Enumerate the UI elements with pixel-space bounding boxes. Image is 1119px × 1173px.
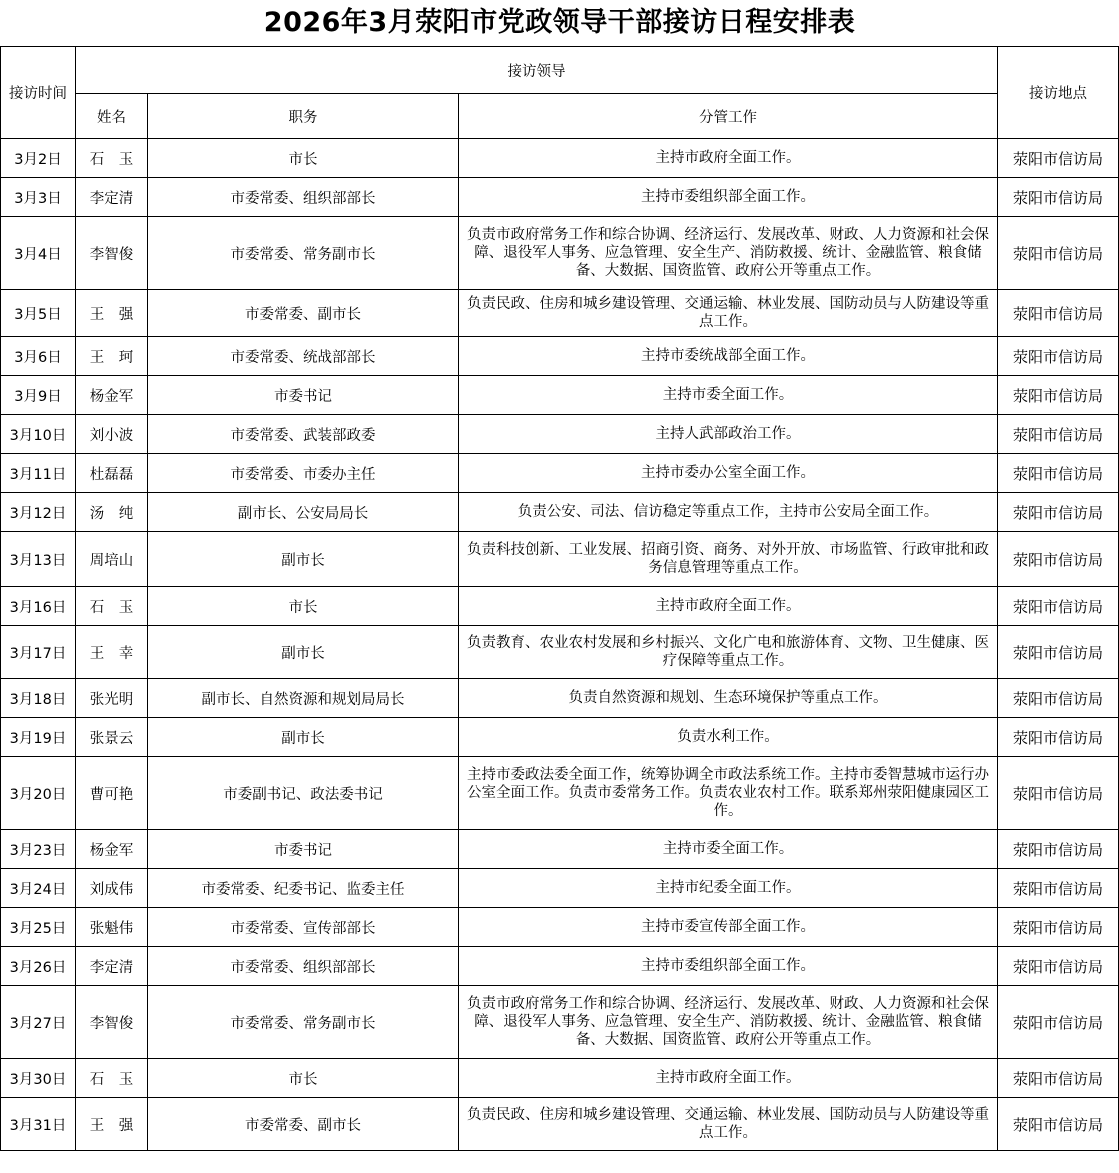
cell-duty: 主持市政府全面工作。 bbox=[459, 139, 998, 178]
cell-position: 副市长 bbox=[148, 532, 459, 587]
cell-date: 3月19日 bbox=[1, 718, 76, 757]
cell-date: 3月27日 bbox=[1, 986, 76, 1059]
cell-duty: 负责科技创新、工业发展、招商引资、商务、对外开放、市场监管、行政审批和政务信息管理等重点工作。 bbox=[459, 532, 998, 587]
cell-date: 3月10日 bbox=[1, 415, 76, 454]
cell-date: 3月5日 bbox=[1, 290, 76, 337]
cell-date: 3月25日 bbox=[1, 908, 76, 947]
cell-duty: 负责公安、司法、信访稳定等重点工作，主持市公安局全面工作。 bbox=[459, 493, 998, 532]
header-place: 接访地点 bbox=[998, 47, 1119, 139]
cell-name: 王 珂 bbox=[76, 337, 148, 376]
cell-place: 荥阳市信访局 bbox=[998, 757, 1119, 830]
cell-place: 荥阳市信访局 bbox=[998, 337, 1119, 376]
cell-date: 3月6日 bbox=[1, 337, 76, 376]
header-time: 接访时间 bbox=[1, 47, 76, 139]
cell-date: 3月9日 bbox=[1, 376, 76, 415]
cell-name: 杜磊磊 bbox=[76, 454, 148, 493]
table-row bbox=[1, 139, 1119, 178]
cell-name: 刘成伟 bbox=[76, 869, 148, 908]
cell-place: 荥阳市信访局 bbox=[998, 718, 1119, 757]
cell-name: 张魁伟 bbox=[76, 908, 148, 947]
cell-place: 荥阳市信访局 bbox=[998, 869, 1119, 908]
cell-duty: 主持市委全面工作。 bbox=[459, 376, 998, 415]
cell-name: 李智俊 bbox=[76, 986, 148, 1059]
cell-name: 杨金军 bbox=[76, 376, 148, 415]
cell-position: 副市长 bbox=[148, 718, 459, 757]
cell-position: 市委书记 bbox=[148, 830, 459, 869]
cell-duty: 负责教育、农业农村发展和乡村振兴、文化广电和旅游体育、文物、卫生健康、医疗保障等重点工作。 bbox=[459, 626, 998, 679]
table-row bbox=[1, 376, 1119, 415]
cell-date: 3月26日 bbox=[1, 947, 76, 986]
cell-position: 市委常委、统战部部长 bbox=[148, 337, 459, 376]
cell-position: 市委常委、市委办主任 bbox=[148, 454, 459, 493]
cell-date: 3月23日 bbox=[1, 830, 76, 869]
table-row bbox=[1, 493, 1119, 532]
cell-duty: 主持市委办公室全面工作。 bbox=[459, 454, 998, 493]
cell-duty: 负责市政府常务工作和综合协调、经济运行、发展改革、财政、人力资源和社会保障、退役军人事务、应急管理、安全生产、消防救援、统计、金融监管、粮食储备、大数据、国资监管、政府公开等重点工作。 bbox=[459, 986, 998, 1059]
cell-position: 副市长 bbox=[148, 626, 459, 679]
cell-date: 3月16日 bbox=[1, 587, 76, 626]
cell-name: 张光明 bbox=[76, 679, 148, 718]
cell-name: 刘小波 bbox=[76, 415, 148, 454]
table-row bbox=[1, 718, 1119, 757]
cell-date: 3月18日 bbox=[1, 679, 76, 718]
cell-place: 荥阳市信访局 bbox=[998, 908, 1119, 947]
cell-duty: 主持市政府全面工作。 bbox=[459, 587, 998, 626]
header-position: 职务 bbox=[148, 94, 459, 139]
cell-date: 3月12日 bbox=[1, 493, 76, 532]
cell-place: 荥阳市信访局 bbox=[998, 290, 1119, 337]
cell-date: 3月24日 bbox=[1, 869, 76, 908]
table-row bbox=[1, 679, 1119, 718]
table-row bbox=[1, 454, 1119, 493]
table-row bbox=[1, 587, 1119, 626]
cell-name: 石 玉 bbox=[76, 139, 148, 178]
table-row bbox=[1, 757, 1119, 830]
cell-name: 汤 纯 bbox=[76, 493, 148, 532]
cell-position: 市委常委、副市长 bbox=[148, 1098, 459, 1151]
table-row bbox=[1, 532, 1119, 587]
cell-place: 荥阳市信访局 bbox=[998, 679, 1119, 718]
header-leader: 接访领导 bbox=[76, 47, 998, 94]
cell-place: 荥阳市信访局 bbox=[998, 626, 1119, 679]
cell-name: 李智俊 bbox=[76, 217, 148, 290]
cell-position: 市委常委、常务副市长 bbox=[148, 986, 459, 1059]
cell-place: 荥阳市信访局 bbox=[998, 986, 1119, 1059]
cell-duty: 负责市政府常务工作和综合协调、经济运行、发展改革、财政、人力资源和社会保障、退役军人事务、应急管理、安全生产、消防救援、统计、金融监管、粮食储备、大数据、国资监管、政府公开等重点工作。 bbox=[459, 217, 998, 290]
cell-place: 荥阳市信访局 bbox=[998, 587, 1119, 626]
cell-position: 市委常委、常务副市长 bbox=[148, 217, 459, 290]
cell-date: 3月17日 bbox=[1, 626, 76, 679]
cell-duty: 主持市委政法委全面工作，统筹协调全市政法系统工作。主持市委智慧城市运行办公室全面工作。负责市委常务工作。负责农业农村工作。联系郑州荥阳健康园区工作。 bbox=[459, 757, 998, 830]
table-row bbox=[1, 908, 1119, 947]
cell-position: 市委常委、宣传部部长 bbox=[148, 908, 459, 947]
cell-place: 荥阳市信访局 bbox=[998, 532, 1119, 587]
cell-name: 杨金军 bbox=[76, 830, 148, 869]
cell-date: 3月30日 bbox=[1, 1059, 76, 1098]
cell-name: 王 幸 bbox=[76, 626, 148, 679]
cell-position: 市委常委、副市长 bbox=[148, 290, 459, 337]
cell-name: 李定清 bbox=[76, 178, 148, 217]
cell-place: 荥阳市信访局 bbox=[998, 947, 1119, 986]
schedule-table bbox=[0, 46, 1119, 1151]
cell-place: 荥阳市信访局 bbox=[998, 493, 1119, 532]
cell-duty: 主持人武部政治工作。 bbox=[459, 415, 998, 454]
cell-position: 市委书记 bbox=[148, 376, 459, 415]
cell-place: 荥阳市信访局 bbox=[998, 139, 1119, 178]
cell-position: 副市长、公安局局长 bbox=[148, 493, 459, 532]
cell-date: 3月4日 bbox=[1, 217, 76, 290]
cell-position: 市长 bbox=[148, 1059, 459, 1098]
table-row bbox=[1, 947, 1119, 986]
cell-place: 荥阳市信访局 bbox=[998, 178, 1119, 217]
cell-date: 3月13日 bbox=[1, 532, 76, 587]
cell-duty: 负责水利工作。 bbox=[459, 718, 998, 757]
cell-duty: 主持市委组织部全面工作。 bbox=[459, 178, 998, 217]
cell-duty: 主持市委宣传部全面工作。 bbox=[459, 908, 998, 947]
cell-name: 王 强 bbox=[76, 290, 148, 337]
header-duty: 分管工作 bbox=[459, 94, 998, 139]
cell-date: 3月31日 bbox=[1, 1098, 76, 1151]
table-row bbox=[1, 869, 1119, 908]
cell-date: 3月2日 bbox=[1, 139, 76, 178]
cell-duty: 负责民政、住房和城乡建设管理、交通运输、林业发展、国防动员与人防建设等重点工作。 bbox=[459, 290, 998, 337]
cell-duty: 负责自然资源和规划、生态环境保护等重点工作。 bbox=[459, 679, 998, 718]
cell-duty: 主持市政府全面工作。 bbox=[459, 1059, 998, 1098]
cell-position: 市长 bbox=[148, 139, 459, 178]
cell-duty: 主持市委统战部全面工作。 bbox=[459, 337, 998, 376]
cell-position: 市委常委、纪委书记、监委主任 bbox=[148, 869, 459, 908]
cell-name: 石 玉 bbox=[76, 587, 148, 626]
cell-place: 荥阳市信访局 bbox=[998, 217, 1119, 290]
cell-date: 3月20日 bbox=[1, 757, 76, 830]
cell-place: 荥阳市信访局 bbox=[998, 1059, 1119, 1098]
cell-date: 3月3日 bbox=[1, 178, 76, 217]
cell-position: 市委常委、组织部部长 bbox=[148, 178, 459, 217]
cell-name: 张景云 bbox=[76, 718, 148, 757]
table-row bbox=[1, 337, 1119, 376]
cell-duty: 负责民政、住房和城乡建设管理、交通运输、林业发展、国防动员与人防建设等重点工作。 bbox=[459, 1098, 998, 1151]
page-title: 2026年3月荥阳市党政领导干部接访日程安排表 bbox=[263, 7, 856, 38]
cell-date: 3月11日 bbox=[1, 454, 76, 493]
cell-name: 石 玉 bbox=[76, 1059, 148, 1098]
cell-duty: 主持市委全面工作。 bbox=[459, 830, 998, 869]
cell-position: 市委常委、组织部部长 bbox=[148, 947, 459, 986]
cell-name: 周培山 bbox=[76, 532, 148, 587]
cell-name: 李定清 bbox=[76, 947, 148, 986]
table-row bbox=[1, 986, 1119, 1059]
table-row bbox=[1, 178, 1119, 217]
table-row bbox=[1, 1098, 1119, 1151]
table-row bbox=[1, 1059, 1119, 1098]
table-row bbox=[1, 830, 1119, 869]
table-row bbox=[1, 217, 1119, 290]
cell-position: 市委副书记、政法委书记 bbox=[148, 757, 459, 830]
cell-position: 副市长、自然资源和规划局局长 bbox=[148, 679, 459, 718]
cell-place: 荥阳市信访局 bbox=[998, 1098, 1119, 1151]
cell-duty: 主持市纪委全面工作。 bbox=[459, 869, 998, 908]
table-row bbox=[1, 626, 1119, 679]
cell-name: 王 强 bbox=[76, 1098, 148, 1151]
cell-place: 荥阳市信访局 bbox=[998, 415, 1119, 454]
cell-position: 市委常委、武装部政委 bbox=[148, 415, 459, 454]
cell-place: 荥阳市信访局 bbox=[998, 376, 1119, 415]
table-row bbox=[1, 290, 1119, 337]
header-name: 姓名 bbox=[76, 94, 148, 139]
cell-place: 荥阳市信访局 bbox=[998, 830, 1119, 869]
table-row bbox=[1, 415, 1119, 454]
cell-duty: 主持市委组织部全面工作。 bbox=[459, 947, 998, 986]
cell-place: 荥阳市信访局 bbox=[998, 454, 1119, 493]
cell-position: 市长 bbox=[148, 587, 459, 626]
cell-name: 曹可艳 bbox=[76, 757, 148, 830]
